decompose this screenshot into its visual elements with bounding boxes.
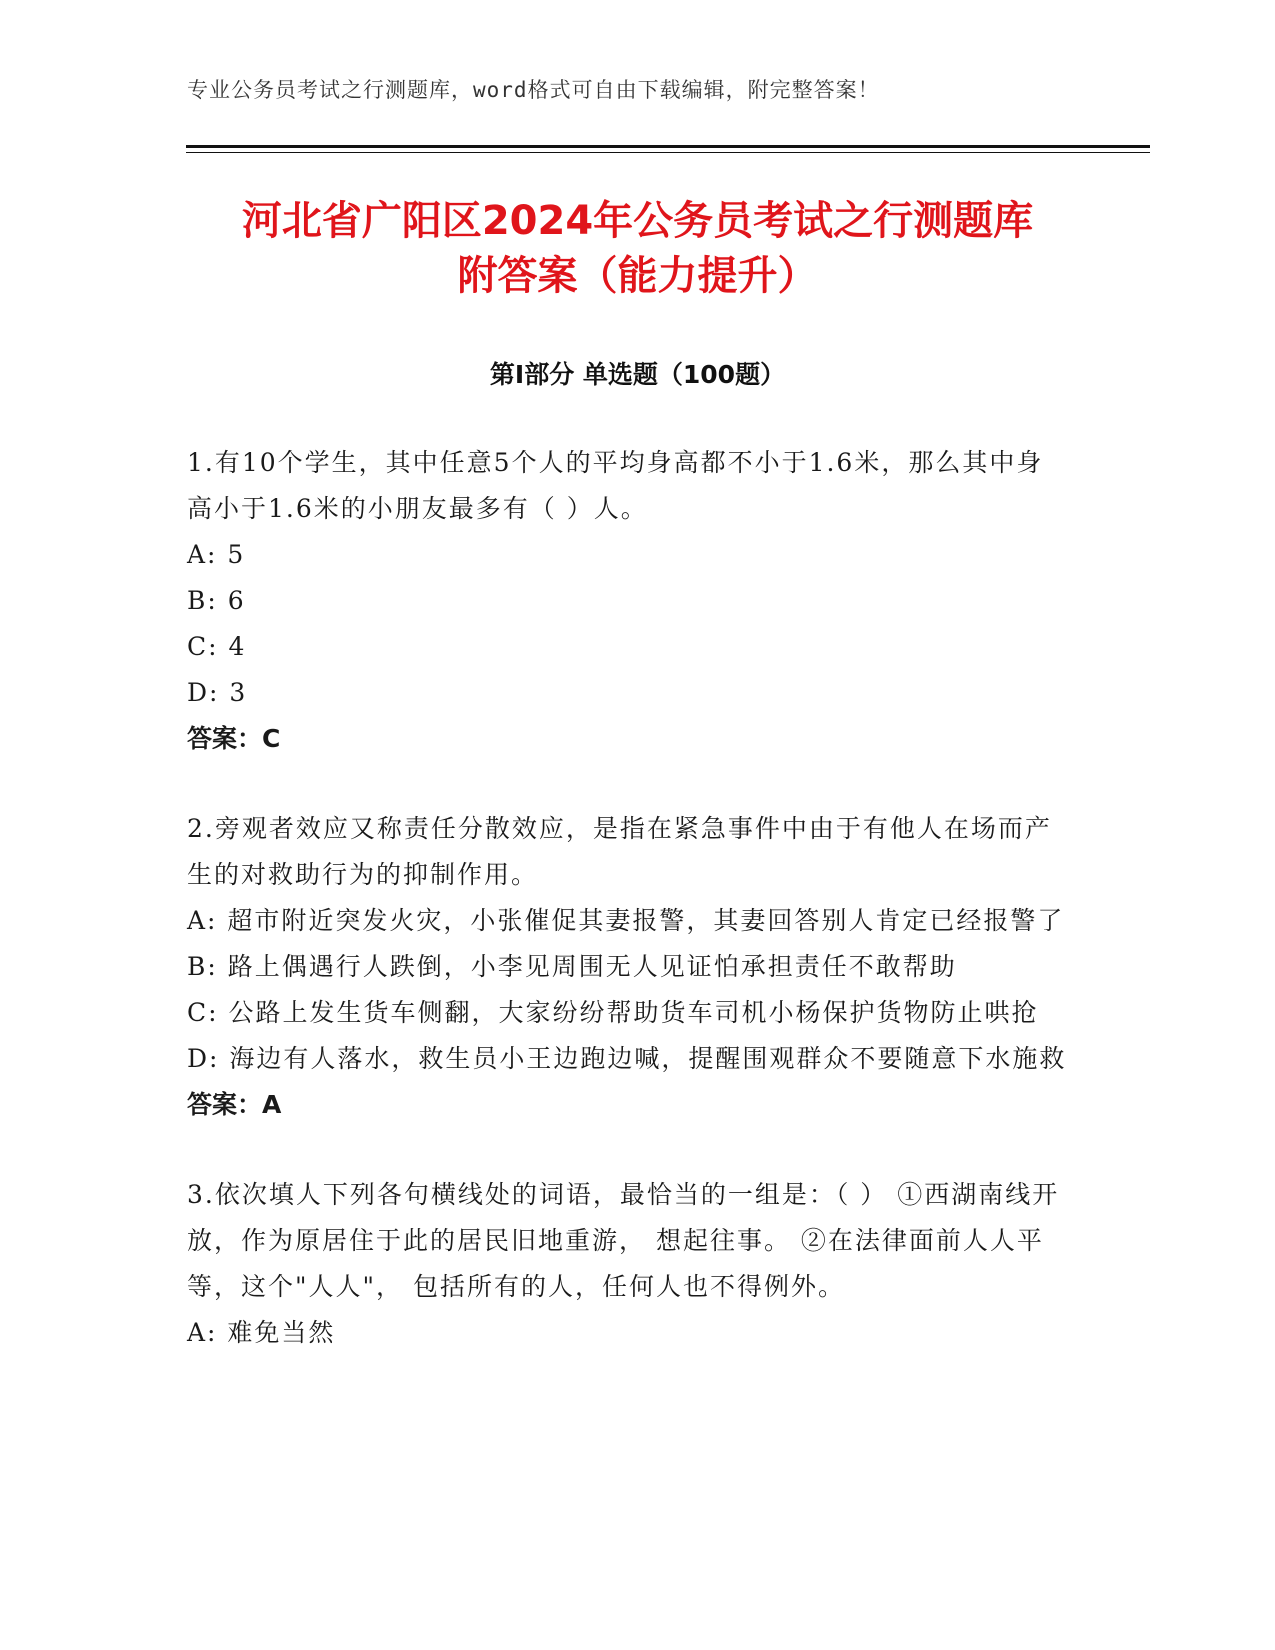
document-title-line-2: 附答案（能力提升） [457, 253, 818, 299]
document-title-line-1: 河北省广阳区2024年公务员考试之行测题库 [241, 198, 1034, 244]
question-3-stem: 3.依次填人下列各句横线处的词语，最恰当的一组是：（ ） ①西湖南线开放，作为原居住于此的居民旧地重游， 想起往事。 ②在法律面前人人平等，这个"人人"， 包括所有的人，任何人也不得例外。 [187, 1180, 1060, 1301]
header-note: 专业公务员考试之行测题库，word格式可自由下载编辑，附完整答案！ [187, 78, 880, 102]
question-2-option-b: B: 路上偶遇行人跌倒，小李见周围无人见证怕承担责任不敢帮助 [187, 952, 957, 981]
question-1-stem: 1.有10个学生，其中任意5个人的平均身高都不小于1.6米，那么其中身高小于1.6米的小朋友最多有（ ）人。 [187, 448, 1044, 523]
question-2-answer: 答案：A [187, 1090, 282, 1119]
question-spacer [187, 762, 1067, 806]
question-1-answer: 答案：C [187, 724, 281, 753]
section-heading: 第I部分 单选题（100题） [489, 360, 786, 389]
header-rule-thick [186, 145, 1150, 148]
question-1 [187, 440, 1067, 762]
question-list [187, 440, 1067, 1356]
header-rule-thin [186, 152, 1150, 153]
document-title [150, 194, 1125, 304]
question-1-option-d: D: 3 [187, 678, 248, 707]
question-2 [187, 806, 1067, 1128]
question-1-option-c: C: 4 [187, 632, 247, 661]
question-spacer [187, 1128, 1067, 1172]
question-2-option-d: D: 海边有人落水，救生员小王边跑边喊，提醒围观群众不要随意下水施救 [187, 1044, 1067, 1073]
question-3-option-a: A: 难免当然 [187, 1318, 336, 1347]
question-2-option-c: C: 公路上发生货车侧翻，大家纷纷帮助货车司机小杨保护货物防止哄抢 [187, 998, 1039, 1027]
question-2-option-a: A: 超市附近突发火灾，小张催促其妻报警，其妻回答别人肯定已经报警了 [187, 906, 1065, 935]
question-2-stem: 2.旁观者效应又称责任分散效应，是指在紧急事件中由于有他人在场而产生的对救助行为的抑制作用。 [187, 814, 1052, 889]
question-1-option-b: B: 6 [187, 586, 246, 615]
question-3 [187, 1172, 1067, 1356]
question-1-option-a: A: 5 [187, 540, 246, 569]
